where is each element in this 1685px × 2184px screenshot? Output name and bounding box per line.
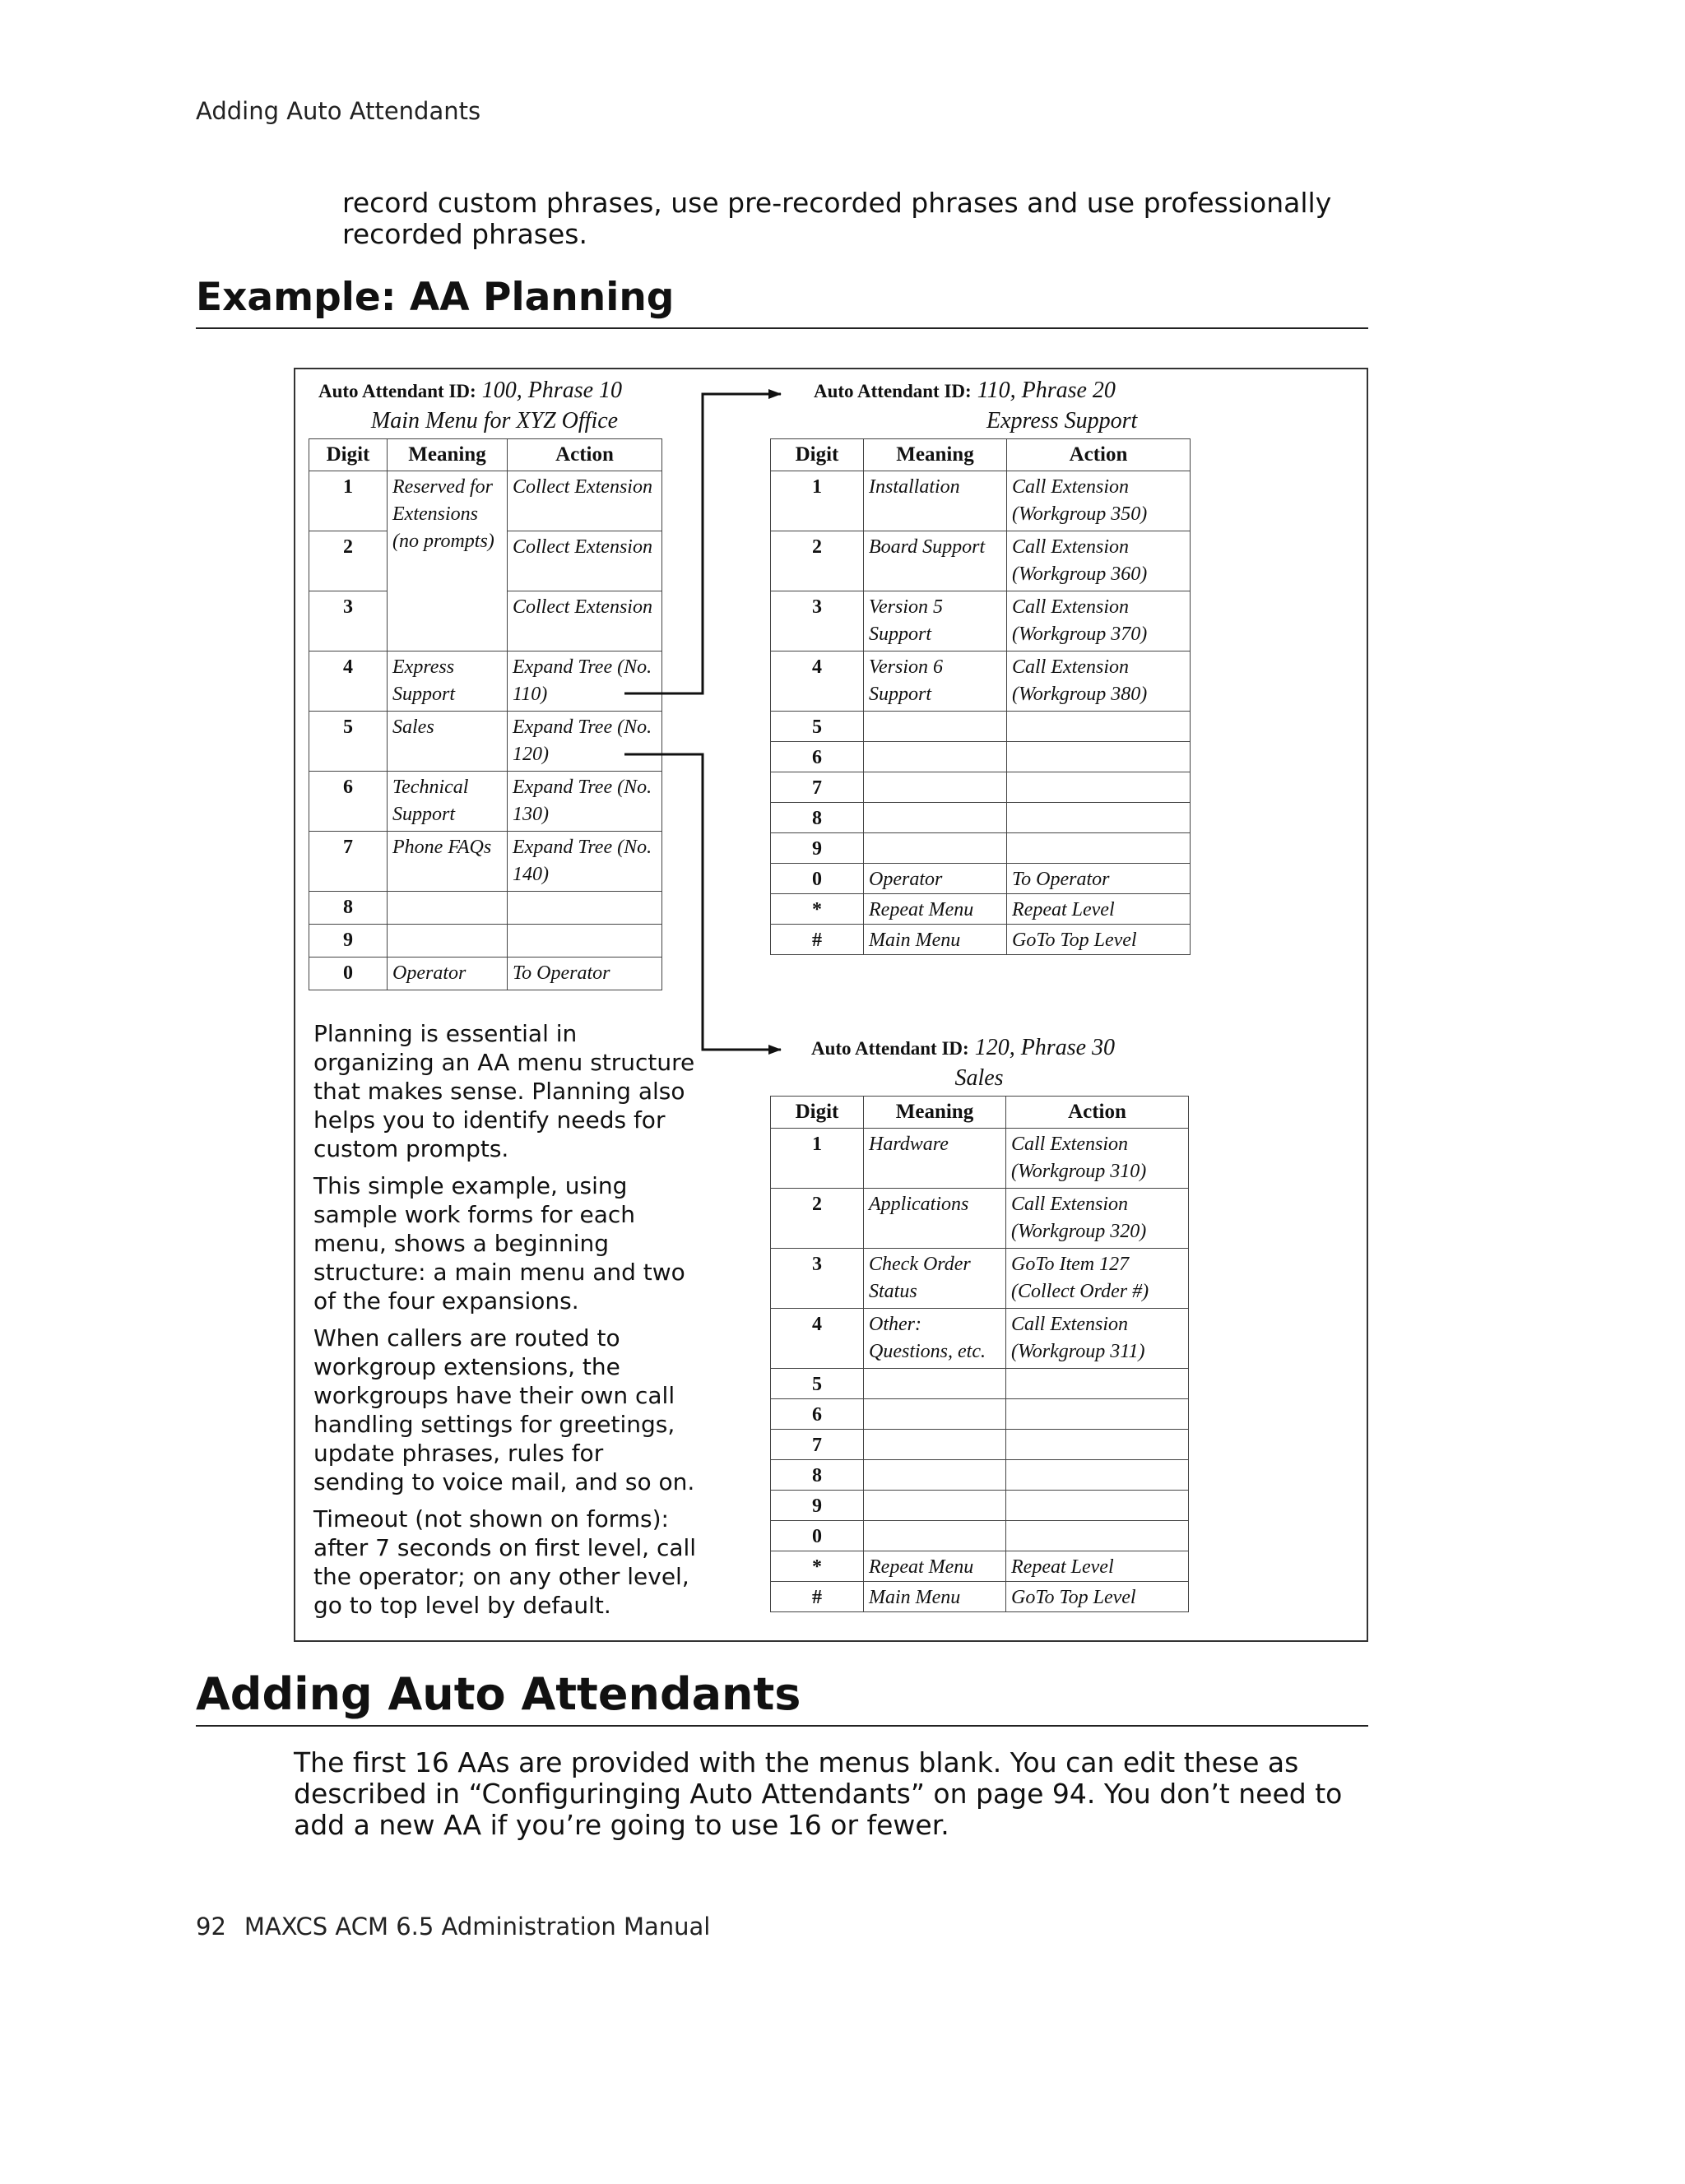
action-cell: Expand Tree (No. 130)	[508, 772, 662, 832]
action-cell: Call Extension (Workgroup 311)	[1006, 1309, 1189, 1369]
action-cell: Call Extension (Workgroup 360)	[1007, 531, 1191, 591]
digit-cell: 4	[771, 1309, 864, 1369]
digit-cell: *	[771, 894, 864, 925]
digit-cell: #	[771, 1582, 864, 1612]
digit-cell: #	[771, 925, 864, 955]
aa100-id-value: 100, Phrase 10	[481, 378, 623, 403]
digit-cell: 2	[771, 1189, 864, 1249]
action-cell: Collect Extension	[508, 531, 662, 591]
digit-cell: 3	[309, 591, 388, 651]
digit-cell: 0	[771, 864, 864, 894]
digit-cell: 5	[771, 1369, 864, 1399]
meaning-cell: Reserved for Extensions (no prompts)	[388, 471, 508, 651]
aa110-id-label: Auto Attendant ID:	[814, 381, 972, 401]
section-title-aa-planning: Example: AA Planning	[196, 275, 675, 320]
column-header: Action	[508, 439, 662, 471]
meaning-cell: Operator	[864, 864, 1007, 894]
meaning-cell: Other: Questions, etc.	[864, 1309, 1006, 1369]
digit-cell: 4	[771, 651, 864, 712]
digit-cell: 1	[309, 471, 388, 531]
aa110-id-value: 110, Phrase 20	[977, 378, 1116, 403]
digit-cell: 5	[309, 712, 388, 772]
meaning-cell: Version 5 Support	[864, 591, 1007, 651]
action-cell: Expand Tree (No. 120)	[508, 712, 662, 772]
digit-cell: 7	[771, 772, 864, 803]
digit-cell: 1	[771, 471, 864, 531]
meaning-cell: Applications	[864, 1189, 1006, 1249]
column-header: Action	[1006, 1097, 1189, 1129]
digit-cell: 0	[771, 1521, 864, 1551]
column-header: Digit	[309, 439, 388, 471]
meaning-cell: Main Menu	[864, 1582, 1006, 1612]
column-header: Meaning	[388, 439, 508, 471]
section-rule	[196, 327, 1368, 329]
planning-paragraph: Timeout (not shown on forms): after 7 seconds on first level, call the operator; on any other level, go to top level by default.	[313, 1505, 697, 1619]
digit-cell: 1	[771, 1129, 864, 1189]
column-header: Meaning	[864, 439, 1007, 471]
aa100-subtitle: Main Menu for XYZ Office	[370, 408, 619, 434]
digit-cell: *	[771, 1551, 864, 1582]
action-cell: GoTo Top Level	[1006, 1582, 1189, 1612]
aa120-id-value: 120, Phrase 30	[974, 1035, 1116, 1060]
column-header: Action	[1007, 439, 1191, 471]
digit-cell: 6	[771, 1399, 864, 1430]
aa100-id-label: Auto Attendant ID:	[318, 381, 476, 401]
meaning-cell: Operator	[388, 958, 508, 990]
aa120-id-label: Auto Attendant ID:	[811, 1038, 969, 1059]
digit-cell: 8	[309, 892, 388, 925]
digit-cell: 7	[309, 832, 388, 892]
column-header: Digit	[771, 1097, 864, 1129]
action-cell: Call Extension (Workgroup 350)	[1007, 471, 1191, 531]
meaning-cell: Phone FAQs	[388, 832, 508, 892]
running-header: Adding Auto Attendants	[196, 97, 481, 125]
section-rule	[196, 1725, 1368, 1727]
action-cell: Repeat Level	[1007, 894, 1191, 925]
digit-cell: 5	[771, 712, 864, 742]
meaning-cell: Express Support	[388, 651, 508, 712]
aa110-subtitle: Express Support	[986, 408, 1138, 434]
digit-cell: 3	[771, 1249, 864, 1309]
digit-cell: 2	[309, 531, 388, 591]
meaning-cell: Technical Support	[388, 772, 508, 832]
planning-paragraph: When callers are routed to workgroup extensions, the workgroups have their own call handling settings for greetings, update phrases, rules for sending to voice mail, and so on.	[313, 1324, 695, 1495]
action-cell: Repeat Level	[1006, 1551, 1189, 1582]
meaning-cell: Main Menu	[864, 925, 1007, 955]
action-cell: Expand Tree (No. 110)	[508, 651, 662, 712]
action-cell: Collect Extension	[508, 471, 662, 531]
action-cell: GoTo Top Level	[1007, 925, 1191, 955]
digit-cell: 9	[309, 925, 388, 958]
column-header: Meaning	[864, 1097, 1006, 1129]
meaning-cell: Version 6 Support	[864, 651, 1007, 712]
digit-cell: 3	[771, 591, 864, 651]
action-cell: To Operator	[1007, 864, 1191, 894]
planning-paragraph: This simple example, using sample work forms for each menu, shows a beginning structure: a main menu and two of the four expansions.	[313, 1172, 685, 1315]
action-cell: Call Extension (Workgroup 370)	[1007, 591, 1191, 651]
meaning-cell: Check Order Status	[864, 1249, 1006, 1309]
meaning-cell: Board Support	[864, 531, 1007, 591]
arrow-to-aa120	[624, 754, 781, 1050]
planning-paragraph: Planning is essential in organizing an AA menu structure that makes sense. Planning also helps you to identify needs for custom prompts.	[313, 1020, 695, 1162]
digit-cell: 9	[771, 833, 864, 864]
meaning-cell: Sales	[388, 712, 508, 772]
action-cell: Expand Tree (No. 140)	[508, 832, 662, 892]
digit-cell: 2	[771, 531, 864, 591]
digit-cell: 6	[771, 742, 864, 772]
action-cell: Collect Extension	[508, 591, 662, 651]
meaning-cell: Repeat Menu	[864, 1551, 1006, 1582]
digit-cell: 9	[771, 1491, 864, 1521]
action-cell: Call Extension (Workgroup 320)	[1006, 1189, 1189, 1249]
manual-title: MAXCS ACM 6.5 Administration Manual	[244, 1913, 711, 1941]
action-cell: GoTo Item 127 (Collect Order #)	[1006, 1249, 1189, 1309]
digit-cell: 8	[771, 803, 864, 833]
meaning-cell: Repeat Menu	[864, 894, 1007, 925]
aa120-subtitle: Sales	[954, 1065, 1004, 1091]
aa-planning-figure	[294, 368, 1368, 1642]
digit-cell: 6	[309, 772, 388, 832]
digit-cell: 4	[309, 651, 388, 712]
digit-cell: 0	[309, 958, 388, 990]
digit-cell: 8	[771, 1460, 864, 1491]
intro-paragraph: record custom phrases, use pre-recorded phrases and use professionally recorded phrases.	[342, 187, 1332, 250]
page-number: 92	[196, 1913, 226, 1941]
action-cell: To Operator	[508, 958, 662, 990]
action-cell: Call Extension (Workgroup 380)	[1007, 651, 1191, 712]
column-header: Digit	[771, 439, 864, 471]
section2-body: The first 16 AAs are provided with the menus blank. You can edit these as described in “Configuringing Auto Attendants” on page 94. You don’t need to add a new AA if you’re going to use 16 or fewer.	[294, 1746, 1343, 1841]
connector-arrows	[295, 369, 1368, 1642]
action-cell: Call Extension (Workgroup 310)	[1006, 1129, 1189, 1189]
meaning-cell: Hardware	[864, 1129, 1006, 1189]
page-footer	[196, 1913, 728, 1941]
digit-cell: 7	[771, 1430, 864, 1460]
arrow-to-aa110	[624, 394, 781, 693]
section-title-adding-auto-attendants: Adding Auto Attendants	[196, 1668, 801, 1720]
meaning-cell: Installation	[864, 471, 1007, 531]
